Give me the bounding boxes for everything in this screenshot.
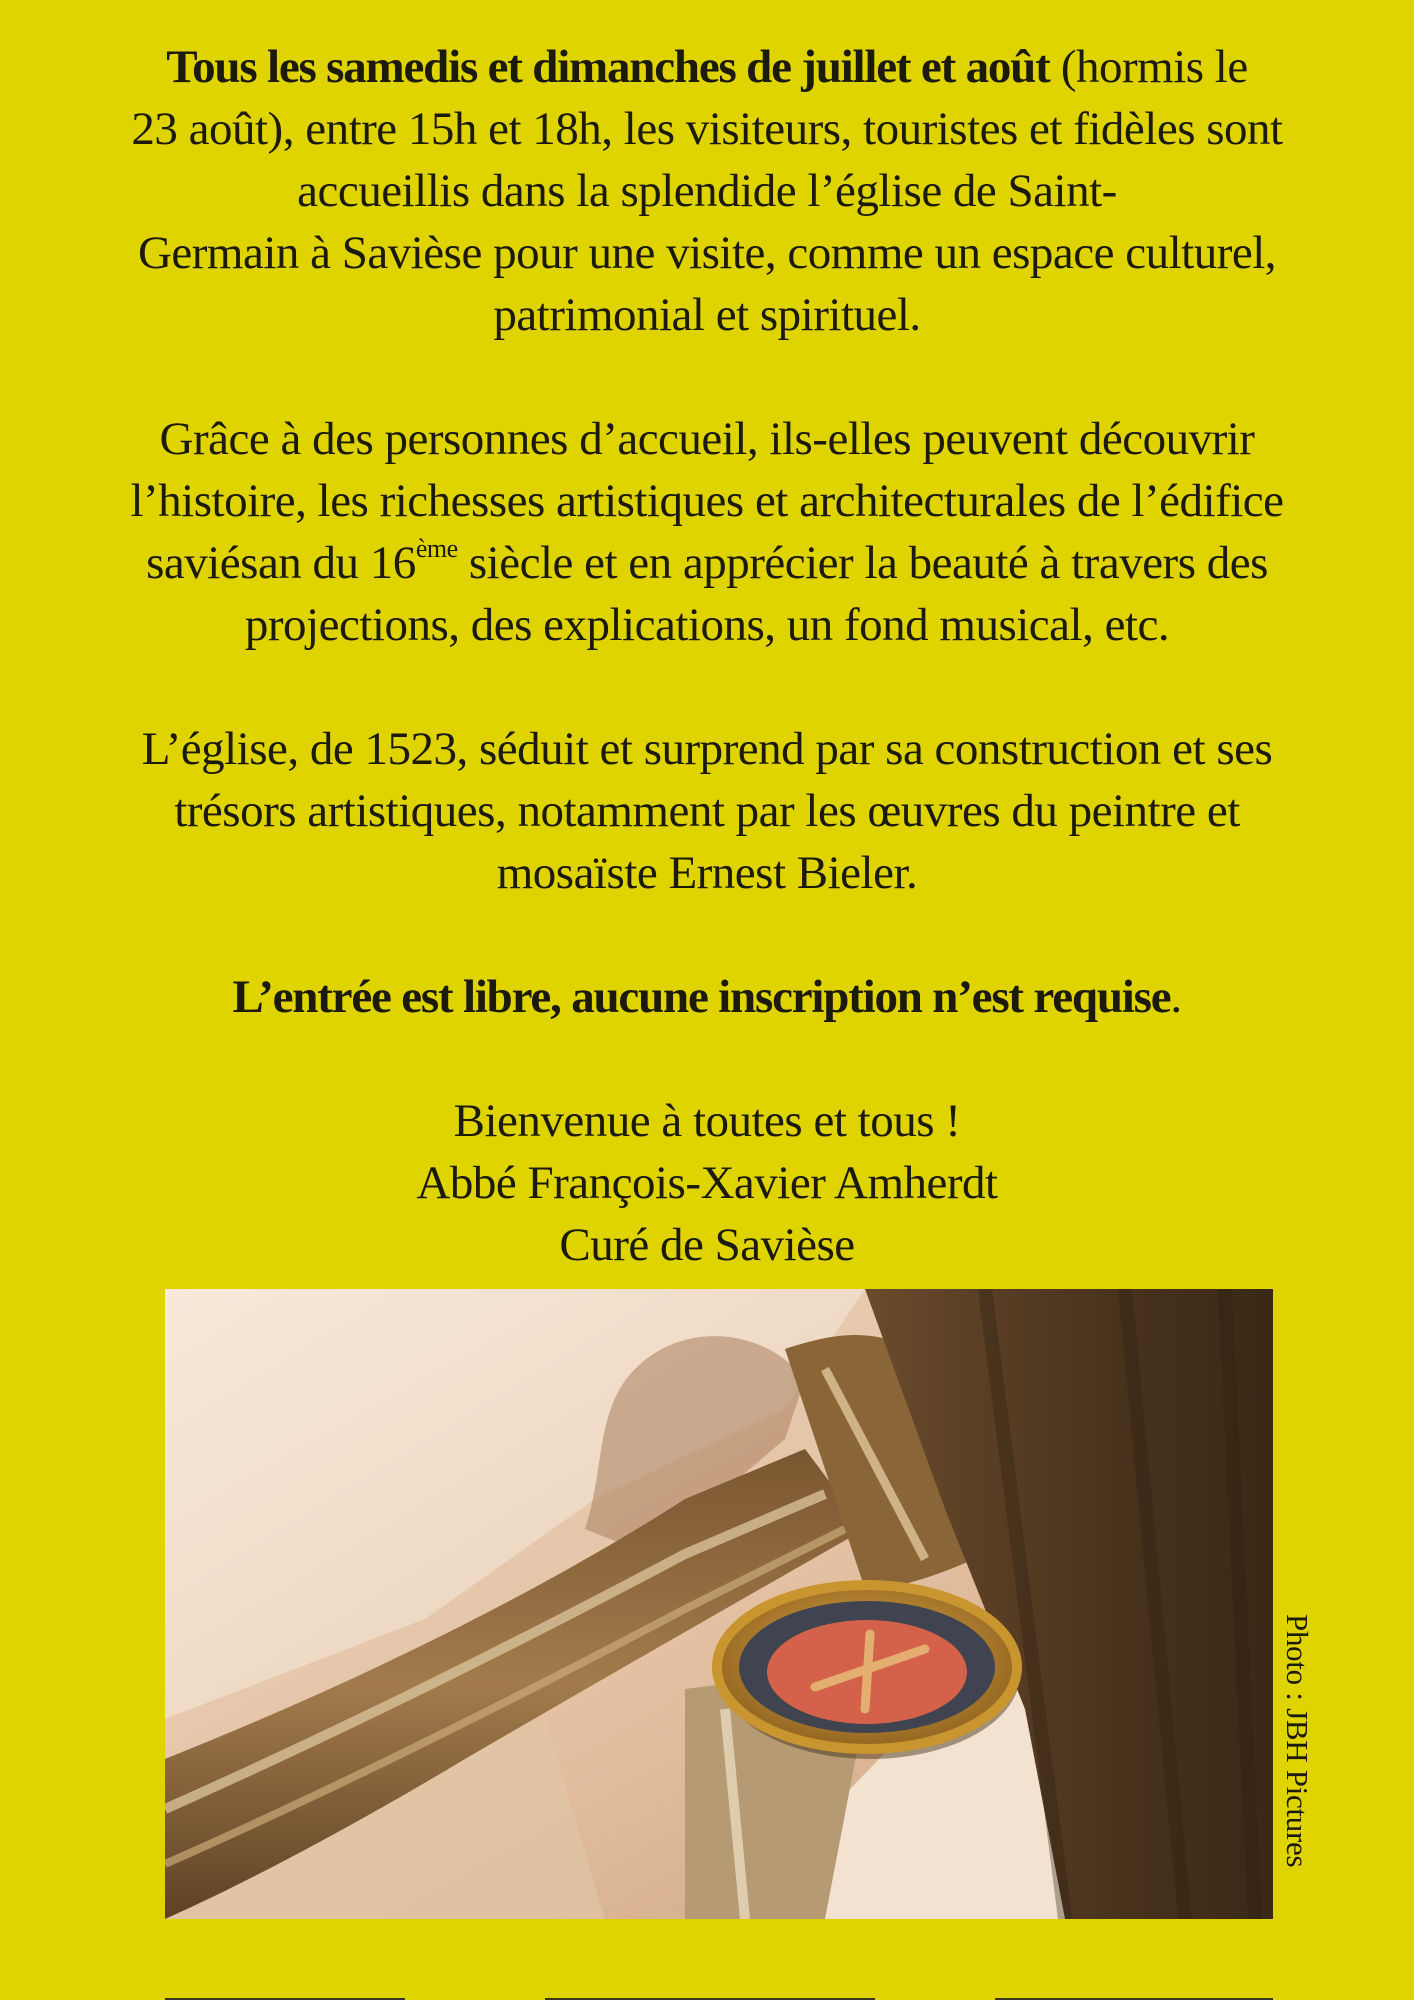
signature-name: Abbé François-Xavier Amherdt — [416, 1157, 998, 1209]
welcome-paragraph — [40, 408, 1374, 656]
welcome-line3-end: siècle et en apprécier la beauté à travers des — [457, 537, 1268, 589]
intro-line4: Germain à Savièse pour une visite, comme un espace culturel, — [137, 227, 1277, 279]
entry-period: . — [1170, 971, 1182, 1023]
intro-bold-heading: Tous les samedis et dimanches de juillet et août — [166, 41, 1050, 93]
entry-paragraph — [40, 966, 1374, 1028]
greeting: Bienvenue à toutes et tous ! — [453, 1095, 961, 1147]
church-line1: L’église, de 1523, séduit et surprend par sa construction et ses — [141, 723, 1273, 775]
signature-title: Curé de Savièse — [559, 1219, 855, 1271]
photo-credit-text: Photo : JBH Pictures — [1280, 1614, 1315, 1868]
intro-line3: accueillis dans la splendide l’église de Saint- — [297, 165, 1117, 217]
church-line3: mosaïste Ernest Bieler. — [496, 847, 918, 899]
church-line2: trésors artistiques, notamment par les œuvres du peintre et — [174, 785, 1240, 837]
signature-block — [40, 1090, 1374, 1276]
century-superscript: ème — [415, 534, 458, 564]
intro-line2: 23 août), entre 15h et 18h, les visiteurs, touristes et fidèles sont — [131, 103, 1283, 155]
welcome-line3-start: saviésan du 16 — [146, 537, 416, 589]
intro-line1-rest: (hormis le — [1049, 41, 1248, 93]
keystone-boss — [717, 1585, 1020, 1759]
welcome-line1: Grâce à des personnes d’accueil, ils-elles peuvent découvrir — [159, 413, 1255, 465]
intro-paragraph — [40, 36, 1374, 346]
church-vault-photo — [165, 1289, 1273, 1919]
welcome-line4: projections, des explications, un fond musical, etc. — [244, 599, 1170, 651]
intro-line5: patrimonial et spirituel. — [493, 289, 921, 341]
entry-bold-notice: L’entrée est libre, aucune inscription n’est requise — [232, 971, 1171, 1023]
church-paragraph — [40, 718, 1374, 904]
bottom-divider — [165, 1994, 1273, 2000]
welcome-line2: l’histoire, les richesses artistiques et architecturales de l’édifice — [130, 475, 1284, 527]
